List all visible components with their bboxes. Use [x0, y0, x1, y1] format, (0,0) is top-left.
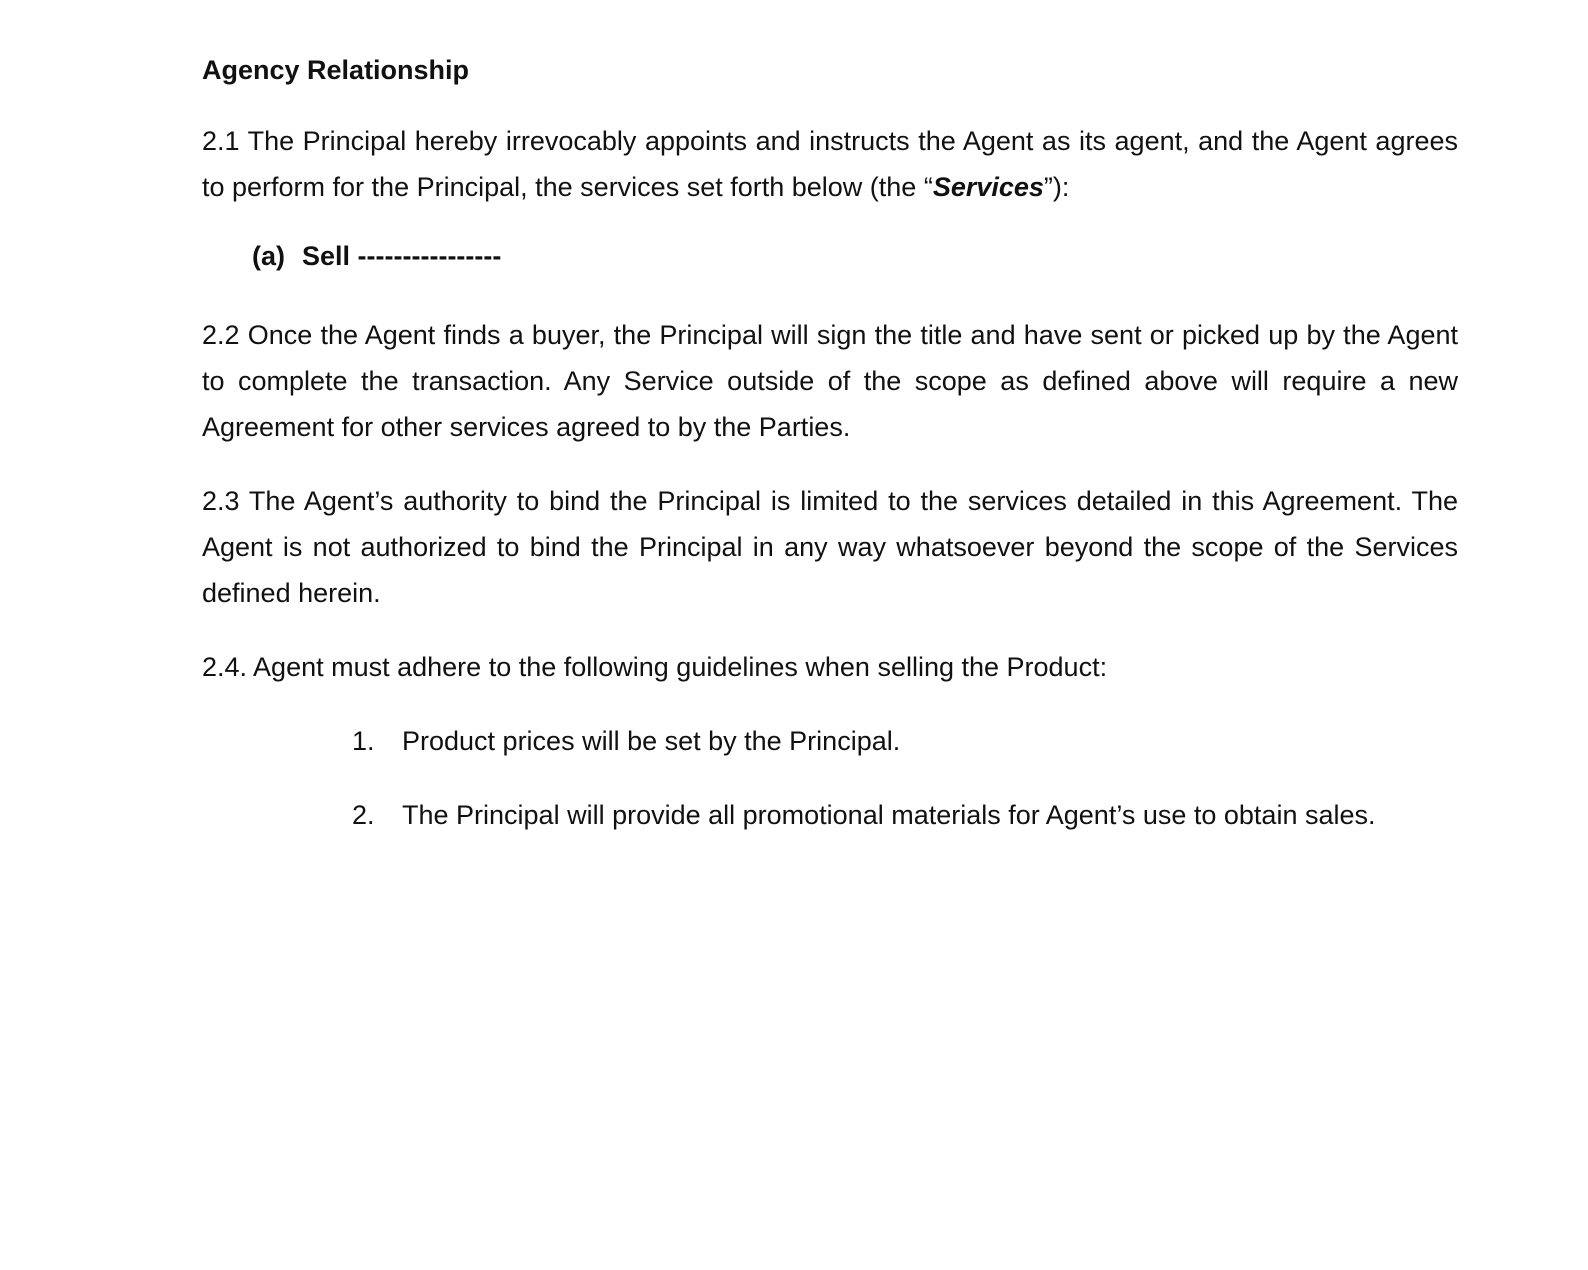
clause-2-4: 2.4. Agent must adhere to the following guidelines when selling the Product:	[202, 652, 1108, 682]
guidelines-list	[352, 718, 1458, 838]
service-item-text: Sell ----------------	[302, 241, 502, 271]
clause-2-1-text-before: 2.1 The Principal hereby irrevocably appoints and instructs the Agent as its agent, and the Agent agrees to perform for the Principal, the services set forth below (the “	[202, 126, 1458, 202]
list-item-text: The Principal will provide all promotional materials for Agent’s use to obtain sales.	[402, 800, 1376, 830]
service-item-a	[252, 238, 1458, 274]
list-item-text: Product prices will be set by the Principal.	[402, 726, 901, 756]
list-item-number: 2.	[352, 800, 375, 830]
list-item	[352, 718, 1458, 764]
section-heading: Agency Relationship	[202, 55, 470, 85]
list-item	[352, 792, 1458, 838]
service-item-marker: (a)	[252, 241, 285, 271]
clause-2-3: 2.3 The Agent’s authority to bind the Principal is limited to the services detailed in this Agreement. The Agent is not authorized to bind the Principal in any way whatsoever beyond the scope of the Services defined herein.	[202, 486, 1458, 608]
clause-2-1-text-after: ”):	[1043, 172, 1070, 202]
clause-2-2: 2.2 Once the Agent finds a buyer, the Principal will sign the title and have sent or picked up by the Agent to complete the transaction. Any Service outside of the scope as defined above will require a new Agreement for other services agreed to by the Parties.	[202, 320, 1458, 442]
services-term: Services	[932, 172, 1044, 202]
clause-2-1	[202, 118, 1458, 210]
list-item-number: 1.	[352, 726, 375, 756]
